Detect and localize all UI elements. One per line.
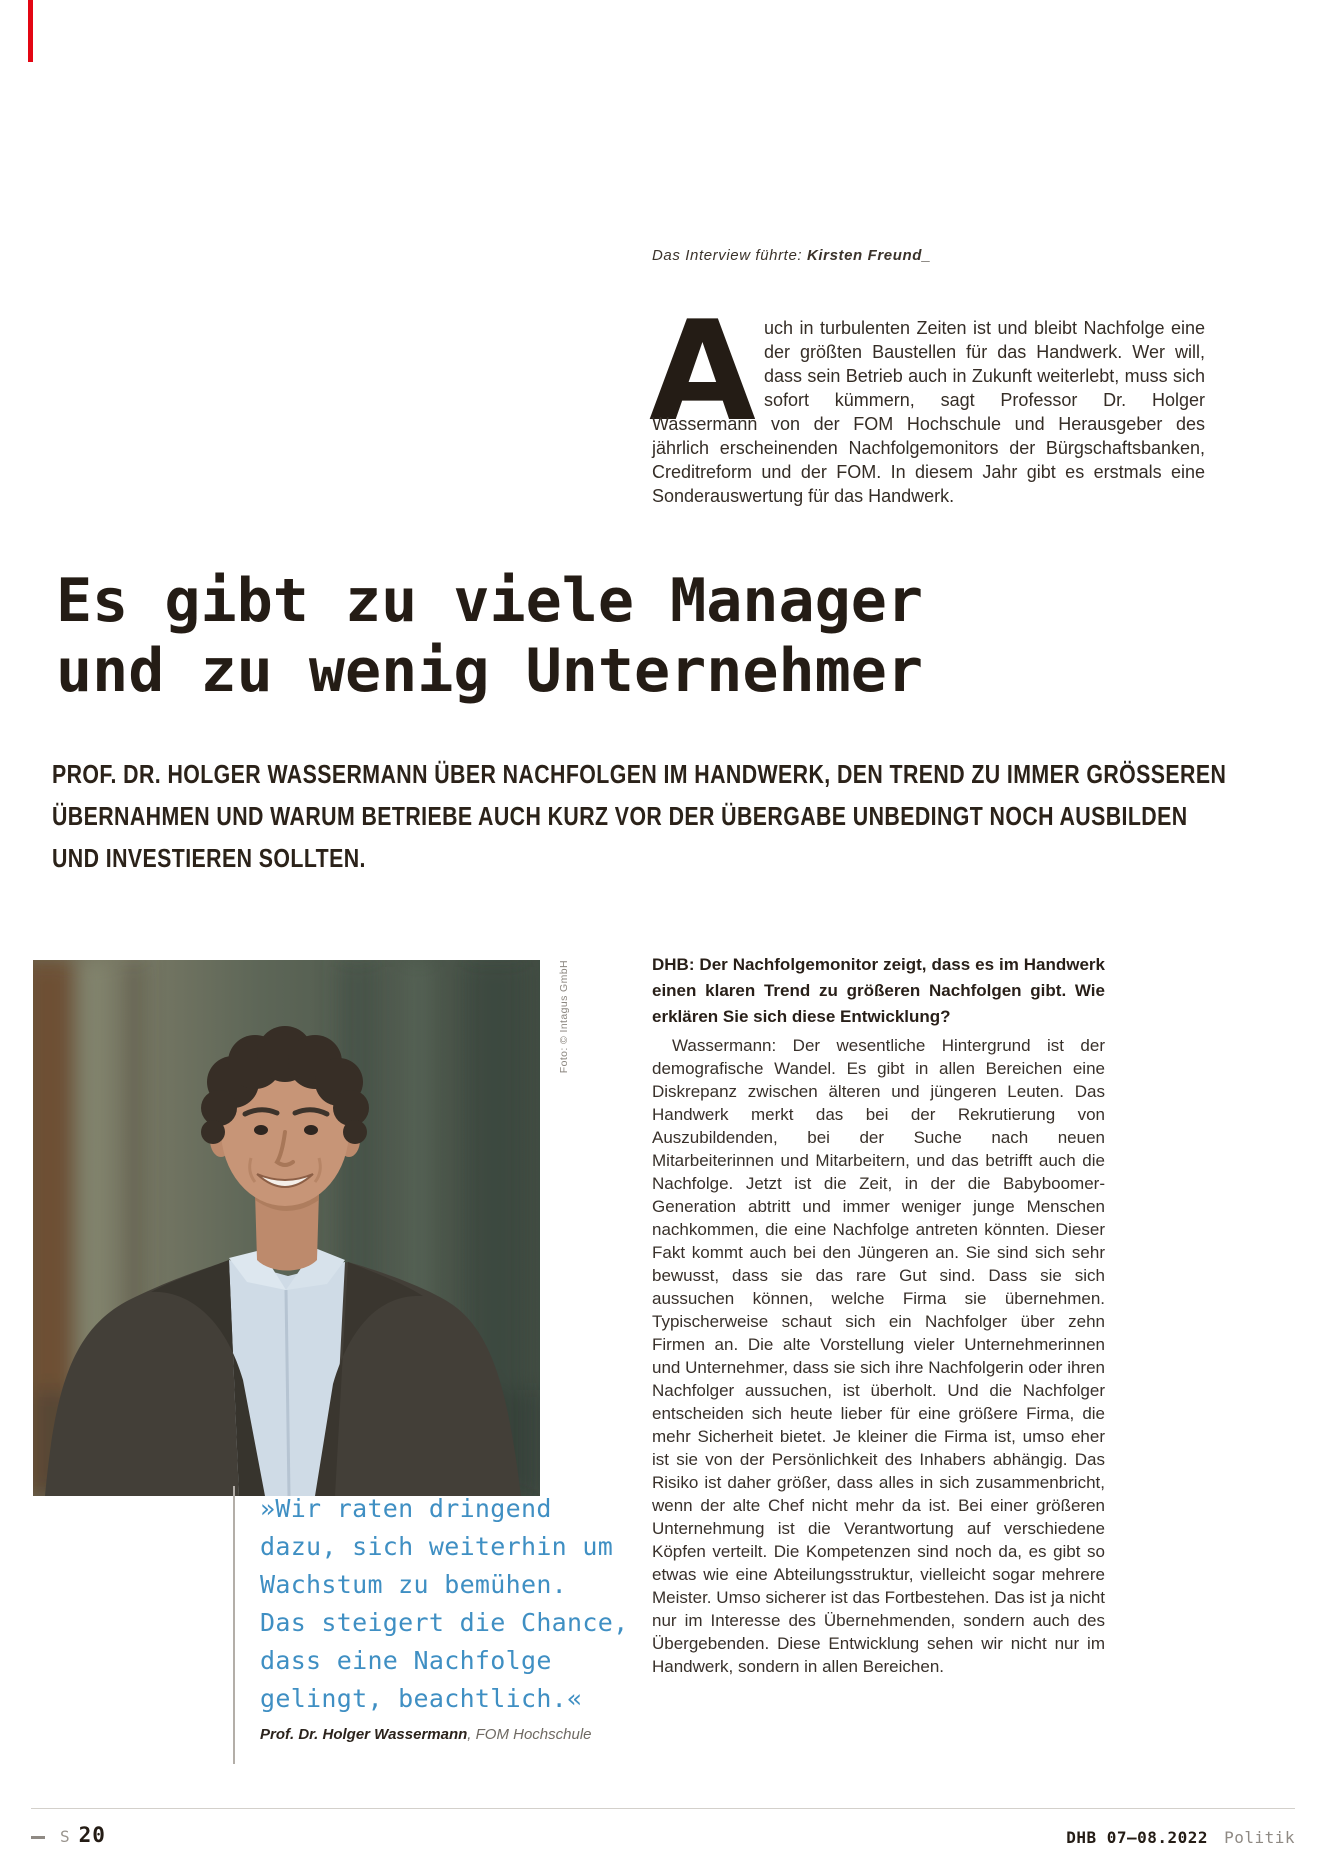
attribution-name: Prof. Dr. Holger Wassermann: [260, 1726, 468, 1743]
interview-question: DHB: Der Nachfolgemonitor zeigt, dass es im Handwerk einen klaren Trend zu größeren Nachfolgen gibt. Wie erklären Sie sich diese Entwicklung?: [652, 955, 1105, 1026]
footer-page-number: [60, 1823, 106, 1847]
intro-paragraph: [652, 316, 1205, 508]
portrait-photo: [33, 960, 540, 1496]
headline-line-2: und zu wenig Unternehmer: [56, 636, 923, 706]
section-label: Politik: [1224, 1828, 1295, 1847]
byline-author: Kirsten Freund_: [806, 247, 931, 264]
article-headline: [56, 566, 923, 706]
deck-line-2: ÜBERNAHMEN UND WARUM BETRIEBE AUCH KURZ VOR DER ÜBERGABE UNBEDINGT NOCH AUSBILDEN: [52, 801, 1188, 831]
deck-line-3: UND INVESTIEREN SOLLTEN.: [52, 843, 366, 873]
photo-credit: [546, 960, 570, 1100]
footer-tick-mark: [31, 1836, 45, 1839]
intro-text: uch in turbulenten Zeiten ist und bleibt Nachfolge eine der größten Baustellen für das Handwerk. Wer will, dass sein Betrieb auch in Zukunft weiterlebt, muss sich sofort kümmern, sagt Professor Dr. Holger Wassermann von der FOM Hochschule und Herausgeber des jährlich erscheinenden Nachfolgemonitors der Bürgschaftsbanken, Creditreform und der FOM. In diesem Jahr gibt es erstmals eine Sonderauswertung für das Handwerk.: [652, 318, 1205, 506]
footer-issue-info: [1066, 1828, 1295, 1847]
pull-quote: [233, 1486, 670, 1764]
byline: [652, 247, 931, 264]
pull-quote-line-5: dass eine Nachfolge: [260, 1646, 552, 1675]
interview-column: [652, 952, 1105, 1678]
pull-quote-attribution: [260, 1726, 670, 1743]
deck-line-1: PROF. DR. HOLGER WASSERMANN ÜBER NACHFOLGEN IM HANDWERK, DEN TREND ZU IMMER GRÖSSEREN: [52, 759, 1227, 789]
interview-answer: Wassermann: Der wesentliche Hintergrund ist der demografische Wandel. Es gibt in allen Bereichen eine Diskrepanz zwischen älteren und jüngeren Leuten. Das Handwerk merkt das bei der Rekrutierung von Auszubildenden, bei der Suche nach neuen Mitarbeiterinnen und Mitarbeitern, und das betrifft auch die Nachfolge. Jetzt ist die Zeit, in der die Babyboomer-Generation abtritt und immer weniger junge Menschen nachkommen, die eine Nachfolge antreten könnten. Dieser Fakt kommt auch bei den Jüngeren an. Sie sind sich sehr bewusst, dass sie das rare Gut sind. Dass sie sich aussuchen können, welche Firma sie übernehmen. Typischerweise schaut sich ein Nachfolger über zehn Firmen an. Die alte Vorstellung vieler Unternehmerinnen und Unternehmer, dass sie sich ihre Nachfolgerin oder ihren Nachfolger aussuchen, ist überholt. Und die Nachfolger entscheiden sich heute lieber für eine größere Firma, die mehr Sicherheit bietet. Je kleiner die Firma ist, umso eher ist sie von der Persönlichkeit des Inhabers abhängig. Das Risiko ist daher größer, dass alles in sich zusammenbricht, wenn der alte Chef nicht mehr da ist. Bei einer größeren Unternehmung ist die Verantwortung auf verschiedene Köpfen verteilt. Die Kompetenzen sind noch da, es gibt so etwas wie eine Abteilungsstruktur, vielleicht sogar mehrere Meister. Umso sicherer ist das Fortbestehen. Das ist ja nicht nur im Interesse des Übernehmenden, sondern auch des Übergebenden. Diese Entwicklung sehen wir nicht nur im Handwerk, sondern in allen Bereichen.: [652, 1036, 1105, 1676]
pull-quote-line-2: dazu, sich weiterhin um: [260, 1532, 614, 1561]
pull-quote-line-3: Wachstum zu bemühen.: [260, 1570, 568, 1599]
drop-cap-spacer: [652, 316, 764, 389]
issue-label: DHB 07–08.2022: [1066, 1828, 1209, 1847]
byline-prefix: Das Interview führte:: [652, 247, 807, 264]
pull-quote-line-6: gelingt, beachtlich.«: [260, 1684, 583, 1713]
portrait-photo-illustration: [33, 960, 540, 1496]
pull-quote-line-1: »Wir raten dringend: [260, 1494, 552, 1523]
red-accent-mark: [28, 0, 33, 62]
photo-credit-text: Foto: © Intagus GmbH: [558, 960, 570, 1074]
headline-line-1: Es gibt zu viele Manager: [56, 566, 923, 636]
page-number-prefix: S: [60, 1827, 70, 1846]
page-number: 20: [78, 1823, 106, 1847]
article-deck: [52, 753, 1326, 879]
footer-rule: [31, 1808, 1295, 1809]
pull-quote-line-4: Das steigert die Chance,: [260, 1608, 629, 1637]
magazine-page: Das Interview führte: Kirsten Freund_ A uch in turbulenten Zeiten ist und bleibt Nachfolge eine der größten Baustellen für das Handwerk. Wer will, dass sein Betrieb auch in Zukunft weiterlebt, muss sich sofort kümmern, sagt Professor Dr. Holger Wassermann von der FOM Hochschule und Herausgeber des jährlich erscheinenden Nachfolgemonitors der Bürgschaftsbanken, Creditreform und der FOM. In diesem Jahr gibt es erstmals eine Sonderauswertung für das Handwerk. Es gibt zu viele Manager und zu wenig Unternehmer PROF. DR. HOLGER WASSERMANN ÜBER NACHFOLGEN IM HANDWERK, DEN TREND ZU IMMER GRÖSSEREN ÜBERNAHMEN UND WARUM BETRIEBE AUCH KURZ VOR DER ÜBERGABE UNBEDINGT NOCH AUSBILDEN UND INVESTIEREN SOLLTEN. Foto: © Intagus GmbH DHB: Der Nachfolgemonitor zeigt, dass es im Handwerk einen klaren Trend zu größeren Nachfolgen gibt. Wie erklären Sie sich diese Entwicklung? Wassermann: Der wesentliche Hintergrund ist der demografische Wandel. Es gibt in allen Bereichen eine Diskrepanz zwischen älteren und jüngeren Leuten. Das Handwerk merkt das bei der Rekrutierung von Auszubildenden, bei der Suche nach neuen Mitarbeiterinnen und Mitarbeitern, und das betrifft auch die Nachfolge. Jetzt ist die Zeit, in der die Babyboomer-Generation abtritt und immer weniger junge Menschen nachkommen, die eine Nachfolge antreten könnten. Dieser Fakt kommt auch bei den Jüngeren an. Sie sind sich sehr bewusst, dass sie das rare Gut sind. Dass sie sich aussuchen können, welche Firma sie übernehmen. Typischerweise schaut sich ein Nachfolger über zehn Firmen an. Die alte Vorstellung vieler Unternehmerinnen und Unternehmer, dass sie sich ihre Nachfolgerin oder ihren Nachfolger aussuchen, ist überholt. Und die Nachfolger entscheiden sich heute lieber für eine größere Firma, die mehr Sicherheit bietet. Je kleiner die Firma ist, umso eher ist sie von der Persönlichkeit des Inhabers abhängig. Das Risiko ist daher größer, dass alles in sich zusammenbricht, wenn der alte Chef nicht mehr da ist. Bei einer größeren Unternehmung ist die Verantwortung auf verschiedene Köpfen verteilt. Die Kompetenzen sind noch da, es gibt so etwas wie eine Abteilungsstruktur, vielleicht sogar mehrere Meister. Umso sicherer ist das Fortbestehen. Das ist ja nicht nur im Interesse des Übernehmenden, sondern auch des Übergebenden. Diese Entwicklung sehen wir nicht nur im Handwerk, sondern in allen Bereichen. »Wir raten dringend dazu, sich weiterhin um Wachstum zu bemühen. Das steigert die Chance, dass eine Nachfolge gelingt, beachtlich.« Prof. Dr. Holger Wassermann, FOM Hochschule S 20 DHB 07–08.2022 Politik: [0, 0, 1326, 1875]
attribution-affiliation: , FOM Hochschule: [467, 1726, 592, 1743]
